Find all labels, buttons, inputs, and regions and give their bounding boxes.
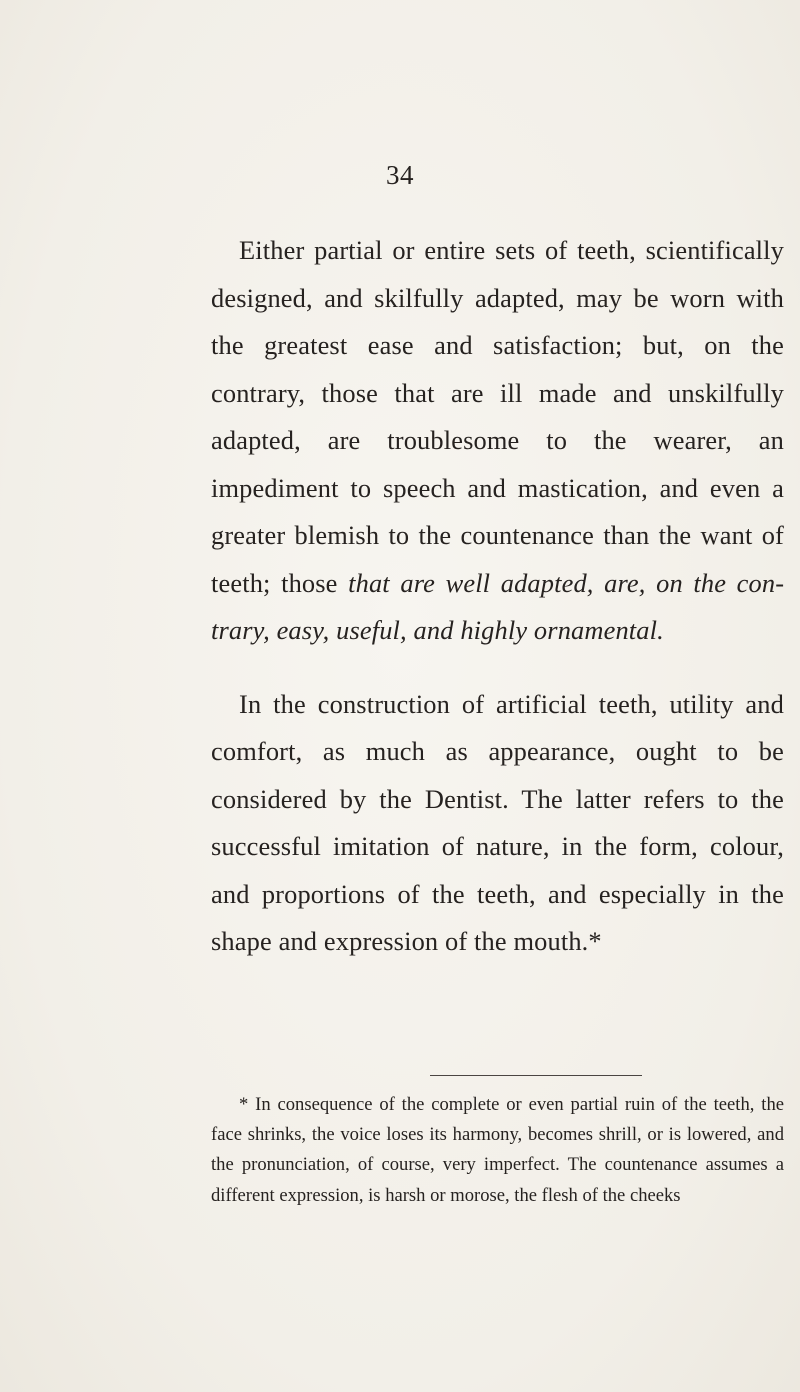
footnote [211, 1090, 784, 1211]
paragraph-1-italic-text: that are well adapted, are, on the contrary, easy, useful, and highly ornamental. [211, 567, 784, 645]
page-number: 34 [386, 160, 414, 190]
main-text [211, 227, 784, 966]
paragraph-2: In the construction of artificial teeth, utility and comfort, as much as appearance, ought to be considered by the Dentist. The latter refers to the successful imitation of nature, in the form, colour, and proportions of the teeth, and especially in the shape and expression of the mouth.* [211, 688, 784, 956]
paragraph-1-text: Either partial or entire sets of teeth, scientifically designed, and skilfully adapted, may be worn with the greatest ease and satisfaction; but, on the contrary, those that are ill made and unskilfully adapted, are troublesome to the wearer, an impediment to speech and mastication, and even a greater blemish to the countenance than the want of teeth; those [211, 235, 784, 598]
paragraph-1 [211, 227, 784, 655]
footnote-divider [430, 1075, 642, 1076]
footnote-text: * In consequence of the complete or even partial ruin of the teeth, the face shrinks, the voice loses its harmony, becomes shrill, or is lowered, and the pronunciation, of course, very imperfect. The countenance assumes a different expression, is harsh or morose, the flesh of the cheeks [211, 1094, 784, 1206]
